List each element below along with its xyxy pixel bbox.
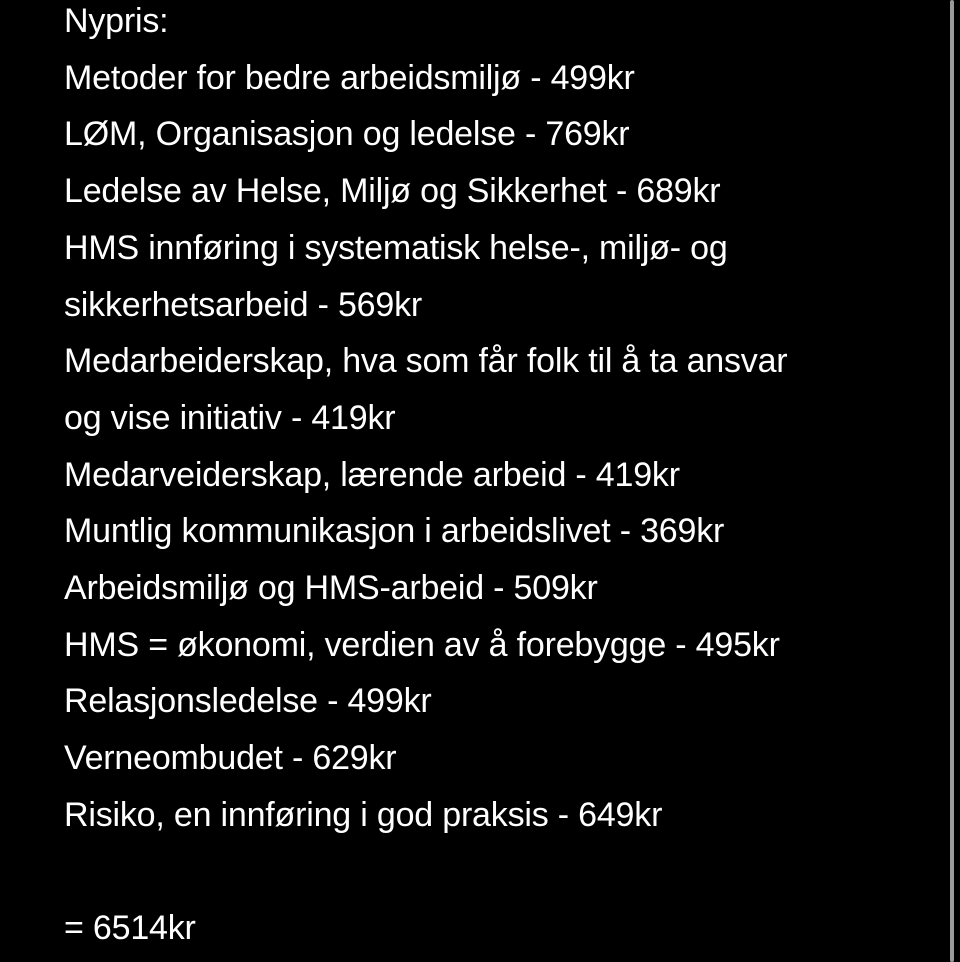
note-line: Medarveiderskap, lærende arbeid - 419kr bbox=[64, 455, 680, 494]
note-line: Ledelse av Helse, Miljø og Sikkerhet - 689kr bbox=[64, 172, 721, 211]
note-total: = 6514kr bbox=[64, 909, 196, 948]
note-line: sikkerhetsarbeid - 569kr bbox=[64, 285, 423, 324]
note-line: Metoder for bedre arbeidsmiljø - 499kr bbox=[64, 58, 635, 97]
note-line: Relasjonsledelse - 499kr bbox=[64, 682, 432, 721]
note-line: HMS = økonomi, verdien av å forebygge - 495kr bbox=[64, 625, 780, 664]
note-line: Risiko, en innføring i god praksis - 649kr bbox=[64, 795, 663, 834]
note-heading: Nypris: bbox=[64, 2, 169, 40]
scrollbar[interactable] bbox=[950, 0, 954, 962]
note-line: HMS innføring i systematisk helse-, miljø- og bbox=[64, 228, 728, 267]
blank-line bbox=[64, 844, 934, 901]
note-line: og vise initiativ - 419kr bbox=[64, 398, 396, 437]
note-line: LØM, Organisasjon og ledelse - 769kr bbox=[64, 115, 630, 154]
note-line: Medarbeiderskap, hva som får folk til å ta ansvar bbox=[64, 342, 788, 381]
note-text-area[interactable] bbox=[64, 0, 934, 957]
note-line: Muntlig kommunikasjon i arbeidslivet - 369kr bbox=[64, 512, 725, 551]
note-line: Verneombudet - 629kr bbox=[64, 739, 397, 778]
note-line: Arbeidsmiljø og HMS-arbeid - 509kr bbox=[64, 569, 598, 608]
